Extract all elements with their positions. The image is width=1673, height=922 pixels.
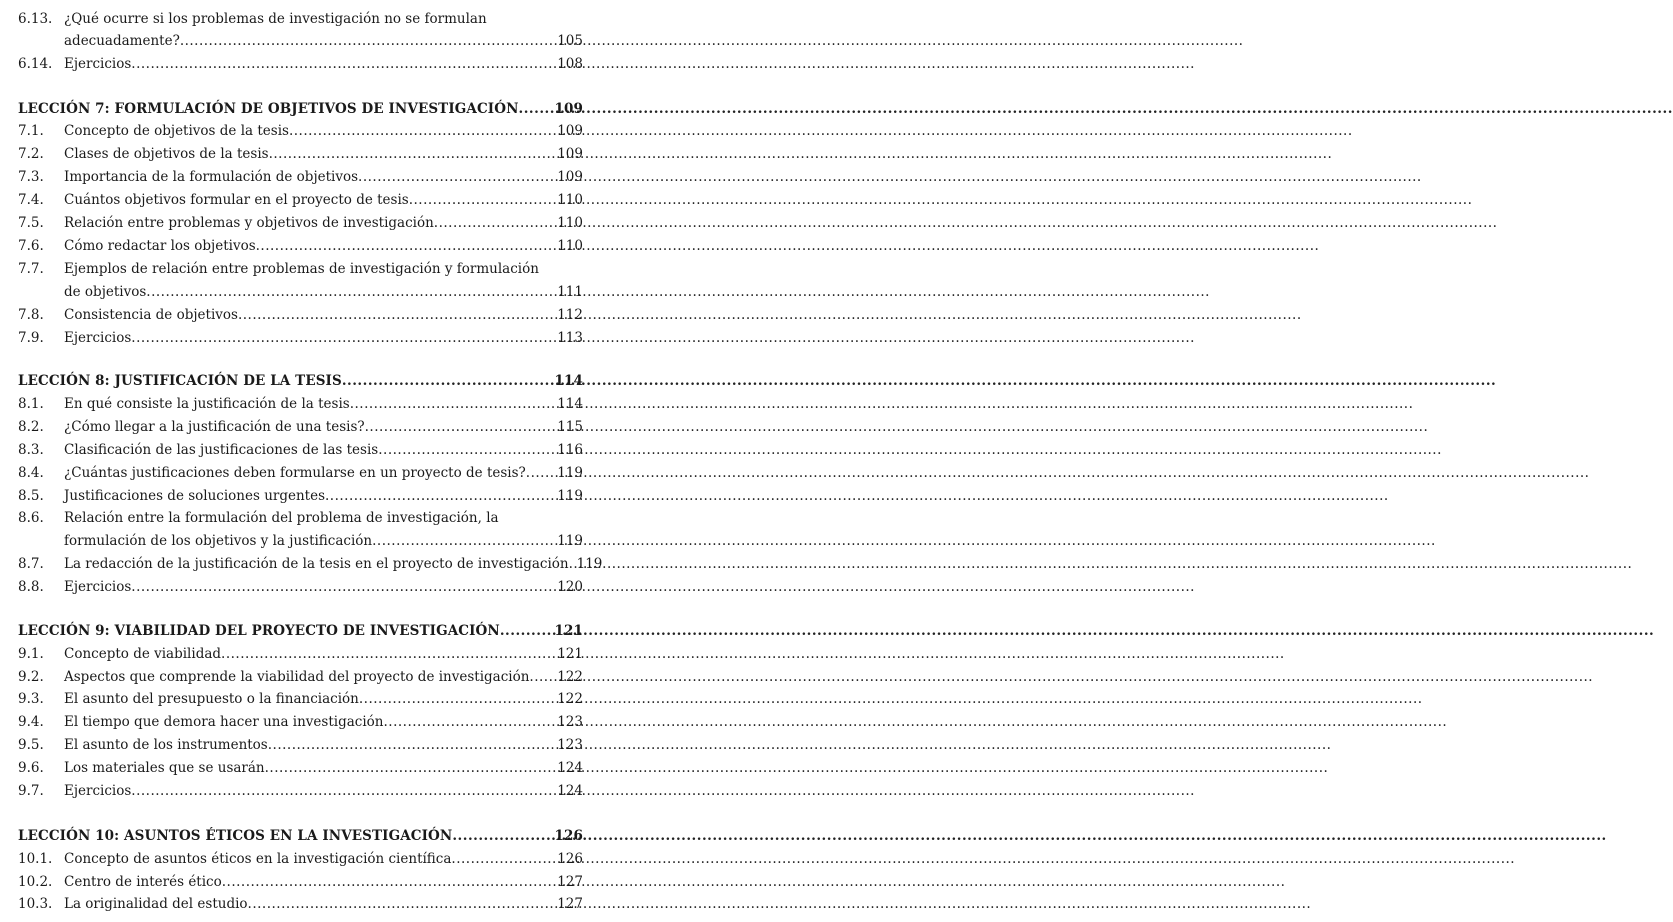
toc-entry-title: Ejercicios [64, 783, 132, 799]
dot-leader [358, 166, 555, 188]
toc-entry [18, 553, 603, 575]
toc-page-number: 127 [557, 874, 583, 890]
toc-entry-title: Relación entre la formulación del problema de investigación, la [64, 510, 499, 526]
toc-entry-title: Ejercicios [64, 330, 132, 346]
toc-entry-title: Justificaciones de soluciones urgentes [64, 488, 326, 504]
toc-page-number: 112 [557, 307, 583, 323]
toc-entry [18, 666, 583, 688]
toc-entry [64, 530, 583, 552]
dot-leader [238, 304, 555, 326]
toc-entry-title: Ejemplos de relación entre problemas de investigación y formulación [64, 261, 539, 277]
toc-entry-title: adecuadamente? [64, 33, 180, 49]
toc-lesson-heading [18, 98, 583, 120]
toc-entry [64, 281, 583, 303]
dot-leader [222, 871, 555, 893]
toc-entry-title: La originalidad del estudio [64, 896, 248, 912]
toc-entry-number: 8.3. [18, 442, 44, 458]
toc-page-number: 108 [557, 56, 583, 72]
toc-page-number: 126 [554, 828, 583, 844]
toc-entry-number: 9.7. [18, 783, 44, 799]
dot-leader [268, 734, 555, 756]
toc-entry-number: 8.1. [18, 396, 44, 412]
toc-entry [18, 734, 583, 756]
toc-entry [18, 166, 583, 188]
toc-entry [18, 780, 583, 802]
toc-entry [18, 462, 583, 484]
toc-entry-title: Cómo redactar los objetivos [64, 238, 256, 254]
toc-entry-number: 6.14. [18, 56, 53, 72]
toc-entry [18, 643, 583, 665]
toc-entry-number: 10.2. [18, 874, 53, 890]
toc-entry-number: 8.7. [18, 556, 44, 572]
toc-page-number: 109 [557, 123, 583, 139]
toc-entry-title: Concepto de viabilidad [64, 646, 222, 662]
toc-entry-number: 10.3. [18, 896, 53, 912]
dot-leader [131, 576, 555, 598]
toc-entry-number: 9.3. [18, 691, 44, 707]
toc-page-number: 123 [557, 737, 583, 753]
toc-page-number: 114 [554, 373, 583, 389]
toc-entry-number: 8.4. [18, 465, 44, 481]
toc-page-number: 123 [557, 714, 583, 730]
toc-entry [18, 507, 583, 529]
toc-entry-number: 7.5. [18, 215, 44, 231]
toc-lesson-title: LECCIÓN 7: FORMULACIÓN DE OBJETIVOS DE INVESTIGACIÓN [18, 101, 519, 117]
toc-entry-title: Aspectos que comprende la viabilidad del proyecto de investigación [64, 669, 530, 685]
toc-page-number: 110 [557, 238, 583, 254]
toc-entry [18, 893, 583, 915]
dot-leader [131, 327, 555, 349]
toc-entry-title: formulación de los objetivos y la justificación [64, 533, 373, 549]
toc-page-number: 116 [557, 442, 583, 458]
toc-entry-title: La redacción de la justificación de la tesis en el proyecto de investigación [64, 556, 569, 572]
toc-entry [18, 439, 583, 461]
toc-page-number: 113 [557, 330, 583, 346]
toc-entry-title: ¿Cómo llegar a la justificación de una tesis? [64, 419, 365, 435]
toc-page-number: 111 [557, 284, 583, 300]
toc-entry-number: 8.5. [18, 488, 44, 504]
dot-leader [269, 143, 556, 165]
dot-leader [131, 53, 555, 75]
toc-entry-title: Los materiales que se usarán [64, 760, 265, 776]
toc-lesson-heading [18, 825, 583, 847]
dot-leader [409, 189, 556, 211]
toc-entry-number: 7.7. [18, 261, 44, 277]
dot-leader [529, 666, 555, 688]
toc-entry-number: 7.8. [18, 307, 44, 323]
toc-page-number: 115 [557, 419, 583, 435]
dot-leader [365, 416, 556, 438]
toc-entry-title: Ejercicios [64, 56, 132, 72]
toc-entry-number: 8.8. [18, 579, 44, 595]
toc-entry-number: 9.5. [18, 737, 44, 753]
toc-entry-title: En qué consiste la justificación de la tesis [64, 396, 350, 412]
toc-page-number: 109 [557, 146, 583, 162]
toc-entry-number: 9.2. [18, 669, 44, 685]
toc-entry [18, 416, 583, 438]
dot-leader [265, 757, 556, 779]
toc-entry-number: 9.4. [18, 714, 44, 730]
dot-leader [221, 643, 555, 665]
toc-entry [18, 143, 583, 165]
dot-leader [248, 893, 556, 915]
toc-lesson-title: LECCIÓN 9: VIABILIDAD DEL PROYECTO DE INVESTIGACIÓN [18, 623, 500, 639]
toc-entry-number: 9.1. [18, 646, 44, 662]
dot-leader [146, 281, 555, 303]
dot-leader [131, 780, 555, 802]
toc-page-number: 119 [557, 488, 583, 504]
toc-page-number: 121 [554, 623, 583, 639]
dot-leader [526, 462, 555, 484]
toc-entry [18, 235, 583, 257]
dot-leader [359, 688, 555, 710]
toc-page-number: 122 [557, 669, 583, 685]
dot-leader [384, 711, 556, 733]
toc-entry-title: Cuántos objetivos formular en el proyecto de tesis [64, 192, 409, 208]
toc-entry [64, 30, 583, 52]
toc-page-number: 127 [557, 896, 583, 912]
toc-entry [18, 189, 583, 211]
toc-entry [18, 848, 583, 870]
toc-lesson-heading [18, 370, 583, 392]
toc-entry-number: 9.6. [18, 760, 44, 776]
toc-page-number: 126 [557, 851, 583, 867]
toc-page-number: 124 [557, 760, 583, 776]
toc-entry-number: 10.1. [18, 851, 53, 867]
toc-entry-title: Clases de objetivos de la tesis [64, 146, 269, 162]
toc-lesson-title: LECCIÓN 8: JUSTIFICACIÓN DE LA TESIS [18, 373, 342, 389]
toc-entry-title: Concepto de asuntos éticos en la investigación científica [64, 851, 452, 867]
toc-entry-number: 7.3. [18, 169, 44, 185]
dot-leader [500, 620, 553, 642]
dot-leader [451, 848, 555, 870]
toc-entry-number: 7.2. [18, 146, 44, 162]
toc-page-number: 105 [557, 33, 583, 49]
toc-entry-title: Relación entre problemas y objetivos de investigación [64, 215, 434, 231]
dot-leader [256, 235, 556, 257]
toc-entry-number: 7.4. [18, 192, 44, 208]
toc-page-number: 120 [557, 579, 583, 595]
toc-entry-title: ¿Cuántas justificaciones deben formularse en un proyecto de tesis? [64, 465, 526, 481]
toc-entry-title: El asunto de los instrumentos [64, 737, 268, 753]
toc-entry [18, 304, 583, 326]
toc-entry-number: 8.6. [18, 510, 44, 526]
toc-entry [18, 120, 583, 142]
toc-entry [18, 688, 583, 710]
toc-page-number: 122 [557, 691, 583, 707]
toc-lesson-heading [18, 620, 583, 642]
toc-page-number: 119 [557, 533, 583, 549]
toc-page-number: 119 [576, 556, 603, 572]
toc-entry [18, 871, 583, 893]
toc-entry-title: de objetivos [64, 284, 147, 300]
toc-page-number: 110 [557, 215, 583, 231]
dot-leader [180, 30, 555, 52]
table-of-contents [0, 0, 603, 922]
dot-leader [325, 485, 555, 507]
toc-entry-title: ¿Qué ocurre si los problemas de investigación no se formulan [64, 11, 487, 27]
toc-entry-number: 7.6. [18, 238, 44, 254]
toc-page-number: 109 [554, 101, 583, 117]
toc-entry [18, 576, 583, 598]
toc-entry [18, 327, 583, 349]
toc-page-number: 114 [557, 396, 583, 412]
toc-entry-title: Importancia de la formulación de objetivos [64, 169, 359, 185]
toc-entry [18, 53, 583, 75]
toc-entry-title: El tiempo que demora hacer una investigación [64, 714, 384, 730]
toc-entry [18, 8, 583, 30]
toc-entry-number: 7.9. [18, 330, 44, 346]
toc-entry-title: El asunto del presupuesto o la financiación [64, 691, 359, 707]
toc-entry [18, 485, 583, 507]
toc-entry-number: 8.2. [18, 419, 44, 435]
toc-entry-title: Consistencia de objetivos [64, 307, 238, 323]
toc-entry-number: 7.1. [18, 123, 44, 139]
dot-leader [350, 393, 556, 415]
toc-entry-number: 6.13. [18, 11, 53, 27]
toc-entry [18, 393, 583, 415]
toc-entry [18, 711, 583, 733]
toc-entry-title: Centro de interés ético [64, 874, 222, 890]
toc-entry-title: Clasificación de las justificaciones de las tesis [64, 442, 379, 458]
dot-leader [452, 825, 552, 847]
toc-entry [18, 258, 583, 280]
dot-leader [378, 439, 555, 461]
toc-entry-title: Concepto de objetivos de la tesis [64, 123, 289, 139]
dot-leader [289, 120, 555, 142]
toc-entry [18, 212, 583, 234]
dot-leader [519, 98, 553, 120]
toc-page-number: 121 [557, 646, 583, 662]
toc-page-number: 119 [557, 465, 583, 481]
dot-leader [372, 530, 555, 552]
dot-leader [434, 212, 555, 234]
toc-entry-title: Ejercicios [64, 579, 132, 595]
toc-page-number: 109 [557, 169, 583, 185]
toc-entry [18, 757, 583, 779]
toc-page-number: 110 [557, 192, 583, 208]
toc-lesson-title: LECCIÓN 10: ASUNTOS ÉTICOS EN LA INVESTIGACIÓN [18, 828, 453, 844]
toc-page-number: 124 [557, 783, 583, 799]
dot-leader [342, 370, 553, 392]
